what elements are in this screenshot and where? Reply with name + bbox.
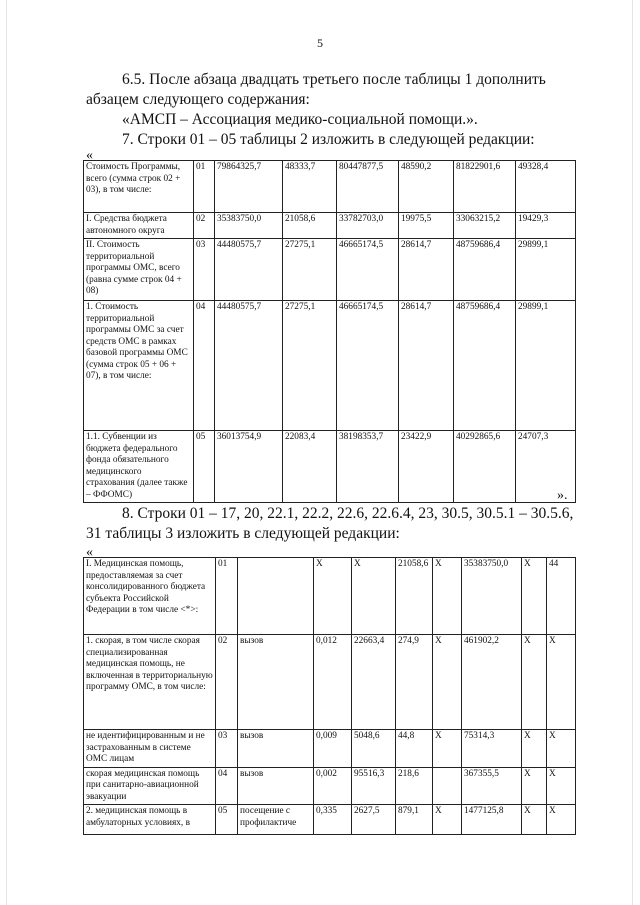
table2-cell: 36013754,9	[215, 431, 283, 503]
table2-cell: 22083,4	[283, 431, 337, 503]
table3-row-code: 04	[216, 767, 238, 805]
table2-row-label: I. Средства бюджета автономного округа	[84, 213, 194, 239]
table2-row-label: Стоимость Программы, всего (сумма строк 02 + 03), в том числе:	[84, 161, 194, 213]
table2-row-code: 05	[194, 431, 215, 503]
quote-open-2: «	[86, 545, 93, 560]
table2-cell: 24707,3	[516, 431, 576, 503]
table3-cell: 44	[547, 558, 576, 635]
table3-cell: 21058,6	[396, 558, 433, 635]
table2-cell: 19429,3	[516, 213, 576, 239]
paragraph-6-5: 6.5. После абзаца двадцать третьего после таблицы 1 дополнить абзацем следующего содержания:	[86, 71, 546, 108]
table3-row	[84, 730, 576, 768]
table3-cell: X	[433, 558, 462, 635]
table3-row-label: скорая медицинская помощь при санитарно-авиационной эвакуации	[84, 767, 216, 805]
quote-close-1: ».	[557, 488, 568, 503]
table2-cell: 28614,7	[399, 239, 454, 301]
table3-row-label: 2. медицинская помощь в амбулаторных условиях, в	[84, 805, 216, 835]
table3-cell	[238, 558, 314, 635]
table2-cell: 44480575,7	[215, 239, 283, 301]
table2-cell: 23422,9	[399, 431, 454, 503]
paragraph-amsp: «АМСП – Ассоциация медико-социальной помощи.».	[122, 111, 478, 128]
table3-row-code: 01	[216, 558, 238, 635]
table2-cell: 49328,4	[516, 161, 576, 213]
table3-row-label: не идентифицированным и не застрахованным в системе ОМС лицам	[84, 730, 216, 768]
right-scan-edge	[632, 0, 633, 905]
table2-row	[84, 301, 576, 431]
table3-cell: X	[547, 767, 576, 805]
table2-cell: 29899,1	[516, 239, 576, 301]
table3-cell: 22663,4	[352, 635, 396, 730]
table3-cell: X	[547, 805, 576, 835]
table3-cell: 2627,5	[352, 805, 396, 835]
left-scan-edge	[6, 0, 7, 905]
table2-cell: 81822901,6	[454, 161, 516, 213]
table3-cell: посещение с профилактиче	[238, 805, 314, 835]
table2-cell: 48759686,4	[454, 301, 516, 431]
table3-cell: X	[314, 558, 352, 635]
table3-cell: 35383750,0	[462, 558, 522, 635]
table2-cell: 33782703,0	[337, 213, 399, 239]
table2-row	[84, 213, 576, 239]
table2-cell: 21058,6	[283, 213, 337, 239]
table3-cell: X	[522, 558, 547, 635]
table2-cell: 79864325,7	[215, 161, 283, 213]
table3-row	[84, 767, 576, 805]
table3-row	[84, 558, 576, 635]
table3-cell: X	[547, 635, 576, 730]
table3-cell: 274,9	[396, 635, 433, 730]
table3-cell: вызов	[238, 767, 314, 805]
table3-cell: 75314,3	[462, 730, 522, 768]
table3-cell: 0,012	[314, 635, 352, 730]
table2-cell: 28614,7	[399, 301, 454, 431]
page-number: 5	[317, 36, 323, 50]
table-2	[83, 160, 576, 503]
table3-cell: вызов	[238, 635, 314, 730]
table3-cell: 1477125,8	[462, 805, 522, 835]
table3-row-label: I. Медицинская помощь, предоставляемая за счет консолидированного бюджета субъекта Российской Федерации в том числе <*>:	[84, 558, 216, 635]
table2-row-code: 02	[194, 213, 215, 239]
table2-cell: 38198353,7	[337, 431, 399, 503]
table2-cell: 46665174,5	[337, 301, 399, 431]
table2-row	[84, 431, 576, 503]
table3-cell: 0,335	[314, 805, 352, 835]
table2-cell: 40292865,6	[454, 431, 516, 503]
table2-cell: 27275,1	[283, 301, 337, 431]
table2-row	[84, 161, 576, 213]
table2-row-code: 01	[194, 161, 215, 213]
table3-cell: вызов	[238, 730, 314, 768]
table3-cell: X	[433, 805, 462, 835]
table3-cell: X	[522, 730, 547, 768]
table3-cell: 218,6	[396, 767, 433, 805]
table3-row-code: 03	[216, 730, 238, 768]
table3-cell: X	[352, 558, 396, 635]
table2-cell: 35383750,0	[215, 213, 283, 239]
table2-row	[84, 239, 576, 301]
table3-row	[84, 635, 576, 730]
table3-cell: 5048,6	[352, 730, 396, 768]
table3-cell: 461902,2	[462, 635, 522, 730]
table2-cell: 27275,1	[283, 239, 337, 301]
table2-cell: 48333,7	[283, 161, 337, 213]
table3-cell: 95516,3	[352, 767, 396, 805]
table2-row-label: 1.1. Субвенции из бюджета федерального фонда обязательного медицинского страхования (далее также – ФФОМС)	[84, 431, 194, 503]
paragraph-8: 8. Строки 01 – 17, 20, 22.1, 22.2, 22.6, 22.6.4, 23, 30.5, 30.5.1 – 30.5.6, 31 таблицы 3 изложить в следующей редакции:	[86, 505, 574, 542]
table3-cell	[433, 767, 462, 805]
table3-row	[84, 805, 576, 835]
table2-cell: 48759686,4	[454, 239, 516, 301]
table3-cell: 0,002	[314, 767, 352, 805]
table3-cell: X	[522, 635, 547, 730]
table3-cell: X	[522, 805, 547, 835]
table3-cell: 879,1	[396, 805, 433, 835]
table2-cell: 44480575,7	[215, 301, 283, 431]
table2-cell: 46665174,5	[337, 239, 399, 301]
table2-cell: 19975,5	[399, 213, 454, 239]
table3-row-code: 02	[216, 635, 238, 730]
table3-cell: X	[547, 730, 576, 768]
table3-row-code: 05	[216, 805, 238, 835]
table3-row-label: 1. скорая, в том числе скорая специализированная медицинская помощь, не включенная в территориальную программу ОМС, в том числе:	[84, 635, 216, 730]
table3-cell: X	[433, 730, 462, 768]
table3-cell: 0,009	[314, 730, 352, 768]
table3-cell: X	[433, 635, 462, 730]
table2-cell: 48590,2	[399, 161, 454, 213]
table2-row-code: 04	[194, 301, 215, 431]
table2-row-code: 03	[194, 239, 215, 301]
paragraph-7: 7. Строки 01 – 05 таблицы 2 изложить в следующей редакции:	[122, 131, 535, 148]
table2-cell: 29899,1	[516, 301, 576, 431]
table2-row-label: II. Стоимость территориальной программы ОМС, всего (равна сумме строк 04 + 08)	[84, 239, 194, 301]
table2-cell: 80447877,5	[337, 161, 399, 213]
quote-open-1: «	[86, 148, 93, 163]
table3-cell: X	[522, 767, 547, 805]
table3-cell: 44,8	[396, 730, 433, 768]
table3-cell: 367355,5	[462, 767, 522, 805]
table2-cell: 33063215,2	[454, 213, 516, 239]
table-3	[83, 557, 576, 835]
table2-row-label: 1. Стоимость территориальной программы ОМС за счет средств ОМС в рамках базовой программы ОМС (сумма строк 05 + 06 + 07), в том числе:	[84, 301, 194, 431]
